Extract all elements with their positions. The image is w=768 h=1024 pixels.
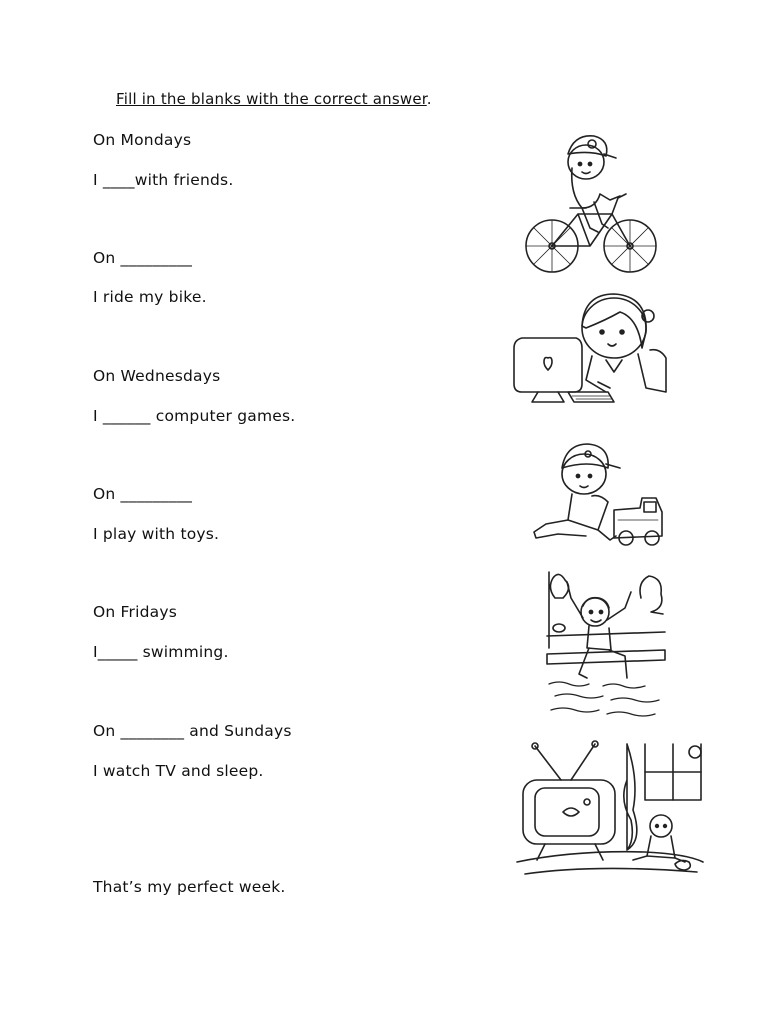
boy-jumping-into-water-icon (545, 568, 667, 720)
line-on-blank-2: On _________ (93, 485, 193, 503)
line-on-blank-1: On _________ (93, 249, 193, 267)
line-perfect-week: That’s my perfect week. (93, 878, 286, 896)
girl-at-computer-icon (510, 288, 672, 414)
line-swimming: I_____ swimming. (93, 643, 229, 661)
line-on-blank-sundays: On ________ and Sundays (93, 722, 292, 740)
line-blank-with-friends: I ____with friends. (93, 171, 234, 189)
child-watching-tv-icon (515, 740, 705, 880)
worksheet-title (116, 90, 432, 108)
instruction-period: . (426, 90, 432, 108)
line-ride-bike: I ride my bike. (93, 288, 207, 306)
instruction-text: Fill in the blanks with the correct answer (116, 90, 427, 108)
boy-riding-bike-icon (520, 128, 665, 274)
line-on-fridays: On Fridays (93, 603, 178, 621)
boy-playing-with-toy-truck-icon (528, 440, 668, 556)
line-on-mondays: On Mondays (93, 131, 192, 149)
line-watch-tv: I watch TV and sleep. (93, 762, 264, 780)
line-on-wednesdays: On Wednesdays (93, 367, 221, 385)
line-play-toys: I play with toys. (93, 525, 220, 543)
line-computer-games: I ______ computer games. (93, 407, 296, 425)
